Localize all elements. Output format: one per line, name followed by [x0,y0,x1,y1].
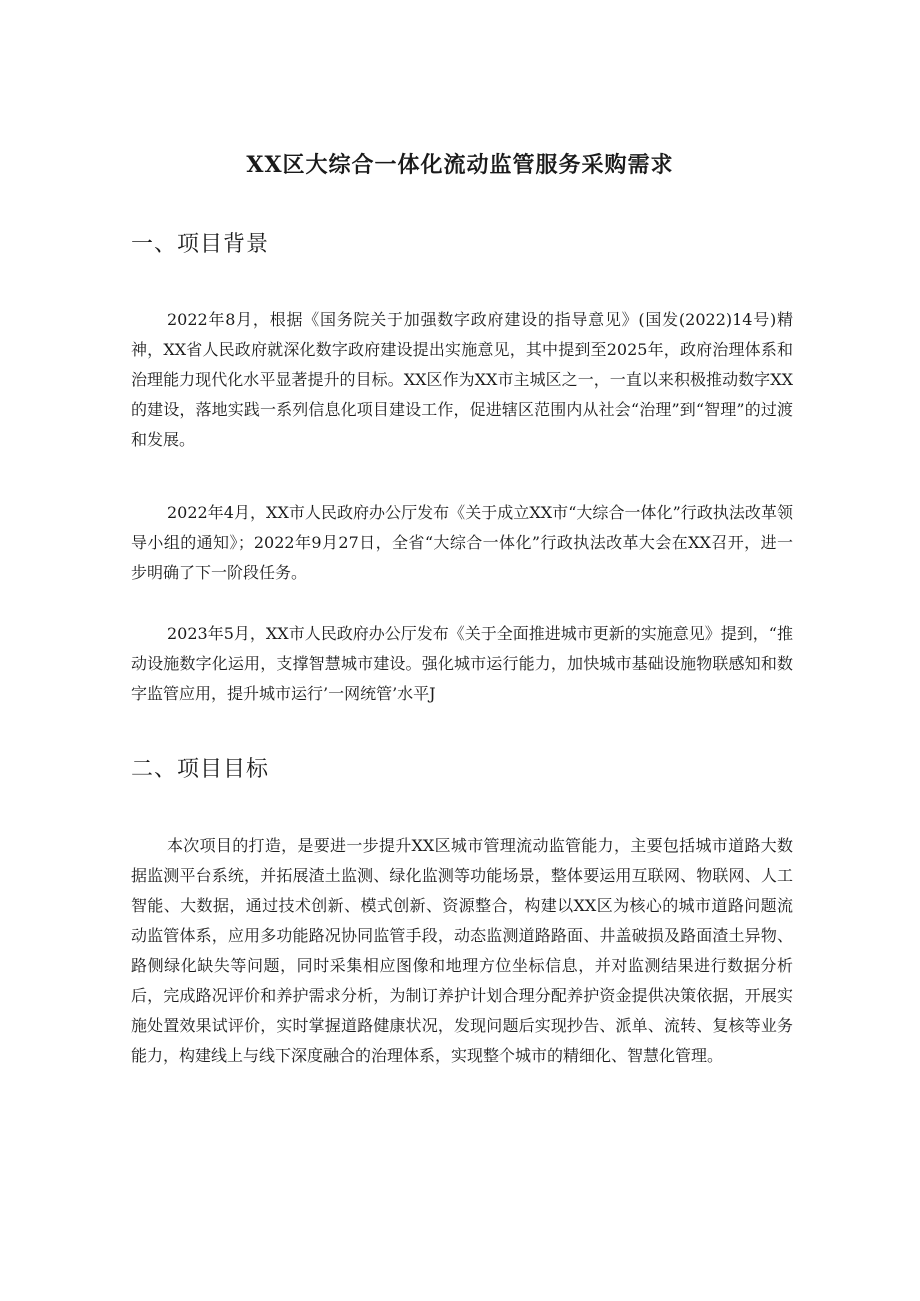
background-paragraph-2: 2022年4月，XX市人民政府办公厅发布《关于成立XX市“大综合一体化”行政执法改革领导小组的通知》；2022年9月27日，全省“大综合一体化”行政执法改革大会在XX召开，进一步明确了下一阶段任务。 [131,503,793,582]
document-title: XX区大综合一体化流动监管服务采购需求 [246,152,674,178]
section-heading-goals: 二、项目目标 [131,757,270,782]
background-paragraph-1: 2022年8月，根据《国务院关于加强数字政府建设的指导意见》(国发(2022)14号)精神，XX省人民政府就深化数字政府建设提出实施意见，其中提到至2025年，政府治理体系和治理能力现代化水平显著提升的目标。XX区作为XX市主城区之一，一直以来积极推动数字XX的建设，落地实践一系列信息化项目建设工作，促进辖区范围内从社会“治理”到“智理”的过渡和发展。 [131,310,793,449]
section-heading-background: 一、项目背景 [131,232,270,257]
goals-paragraph-1: 本次项目的打造，是要进一步提升XX区城市管理流动监管能力，主要包括城市道路大数据监测平台系统，并拓展渣土监测、绿化监测等功能场景，整体要运用互联网、物联网、人工智能、大数据，通过技术创新、模式创新、资源整合，构建以XX区为核心的城市道路问题流动监管体系，应用多功能路况协同监管手段，动态监测道路路面、井盖破损及路面渣土异物、路侧绿化缺失等问题，同时采集相应图像和地理方位坐标信息，并对监测结果进行数据分析后，完成路况评价和养护需求分析，为制订养护计划合理分配养护资金提供决策依据，开展实施处置效果试评价，实时掌握道路健康状况，发现问题后实现抄告、派单、流转、复核等业务能力，构建线上与线下深度融合的治理体系，实现整个城市的精细化、智慧化管理。 [131,836,793,1065]
background-paragraph-3: 2023年5月，XX市人民政府办公厅发布《关于全面推进城市更新的实施意见》提到，“推动设施数字化运用，支撑智慧城市建设。强化城市运行能力，加快城市基础设施物联感知和数字监管应用，提升城市运行’一网统管’水平J [131,624,793,703]
